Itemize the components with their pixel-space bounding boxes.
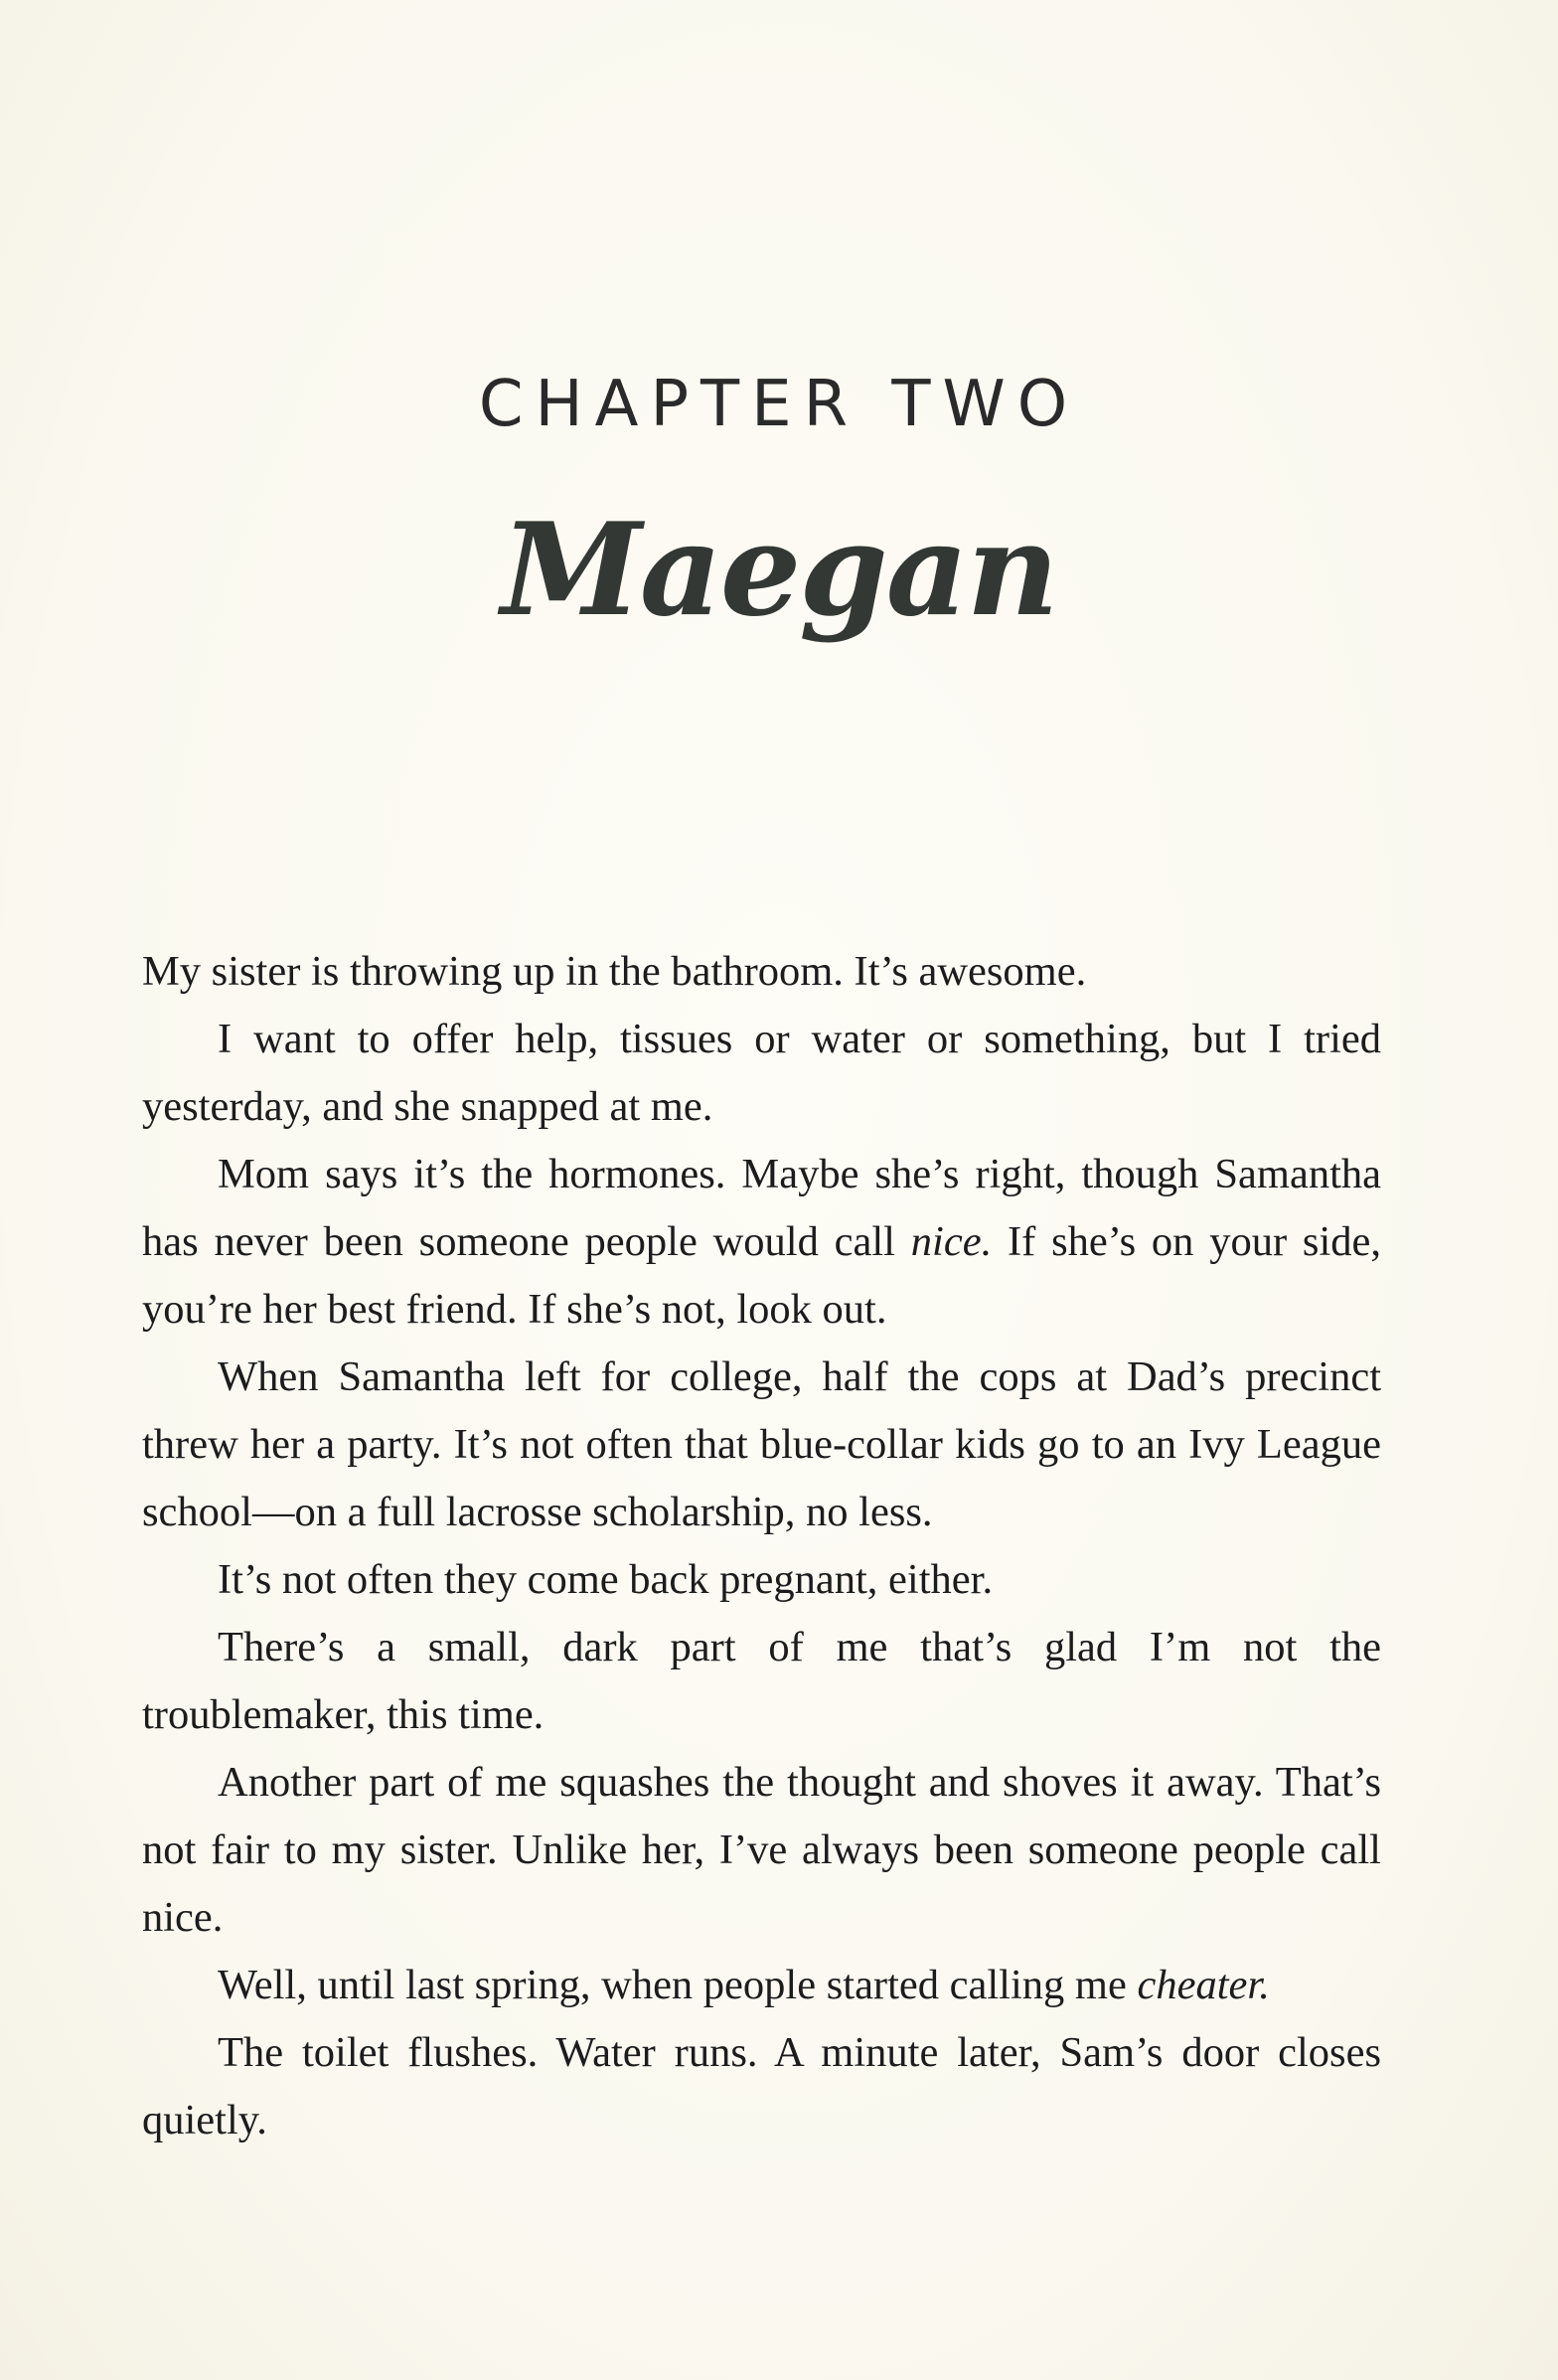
emphasized-word: cheater.	[1137, 1962, 1270, 2008]
paragraph: The toilet flushes. Water runs. A minute later, Sam’s door closes quietly.	[142, 2029, 1381, 2143]
paragraph: Another part of me squashes the thought and shoves it away. That’s not fair to my sister. Unlike her, I’ve always been someone people call nice.	[142, 1759, 1381, 1941]
paragraph-text: If she’s on your side, you’re her best friend. If she’s not, look out.	[142, 1218, 1381, 1333]
paragraph: It’s not often they come back pregnant, either.	[218, 1556, 994, 1603]
paragraph	[142, 1952, 1381, 2019]
paragraph: When Samantha left for college, half the cops at Dad’s precinct threw her a party. It’s not often that blue-collar kids go to an Ivy League school—on a full lacrosse scholarship, no less.	[142, 1353, 1381, 1535]
paragraph: There’s a small, dark part of me that’s glad I’m not the troublemaker, this time.	[142, 1624, 1381, 1738]
paragraph-text: Well, until last spring, when people started calling me	[218, 1962, 1138, 2008]
paragraph	[142, 1141, 1381, 1344]
paragraph: I want to offer help, tissues or water or something, but I tried yesterday, and she snapped at me.	[142, 1016, 1381, 1130]
paragraph: My sister is throwing up in the bathroom. It’s awesome.	[142, 948, 1087, 995]
chapter-number-heading: CHAPTER TWO	[478, 368, 1080, 441]
chapter-body	[142, 938, 1381, 2154]
emphasized-word: nice.	[910, 1218, 993, 1265]
paragraph-text: Mom says it’s the hormones. Maybe she’s right, though Samantha has never been someone people would call	[142, 1151, 1381, 1265]
chapter-title: Maegan	[501, 496, 1057, 645]
